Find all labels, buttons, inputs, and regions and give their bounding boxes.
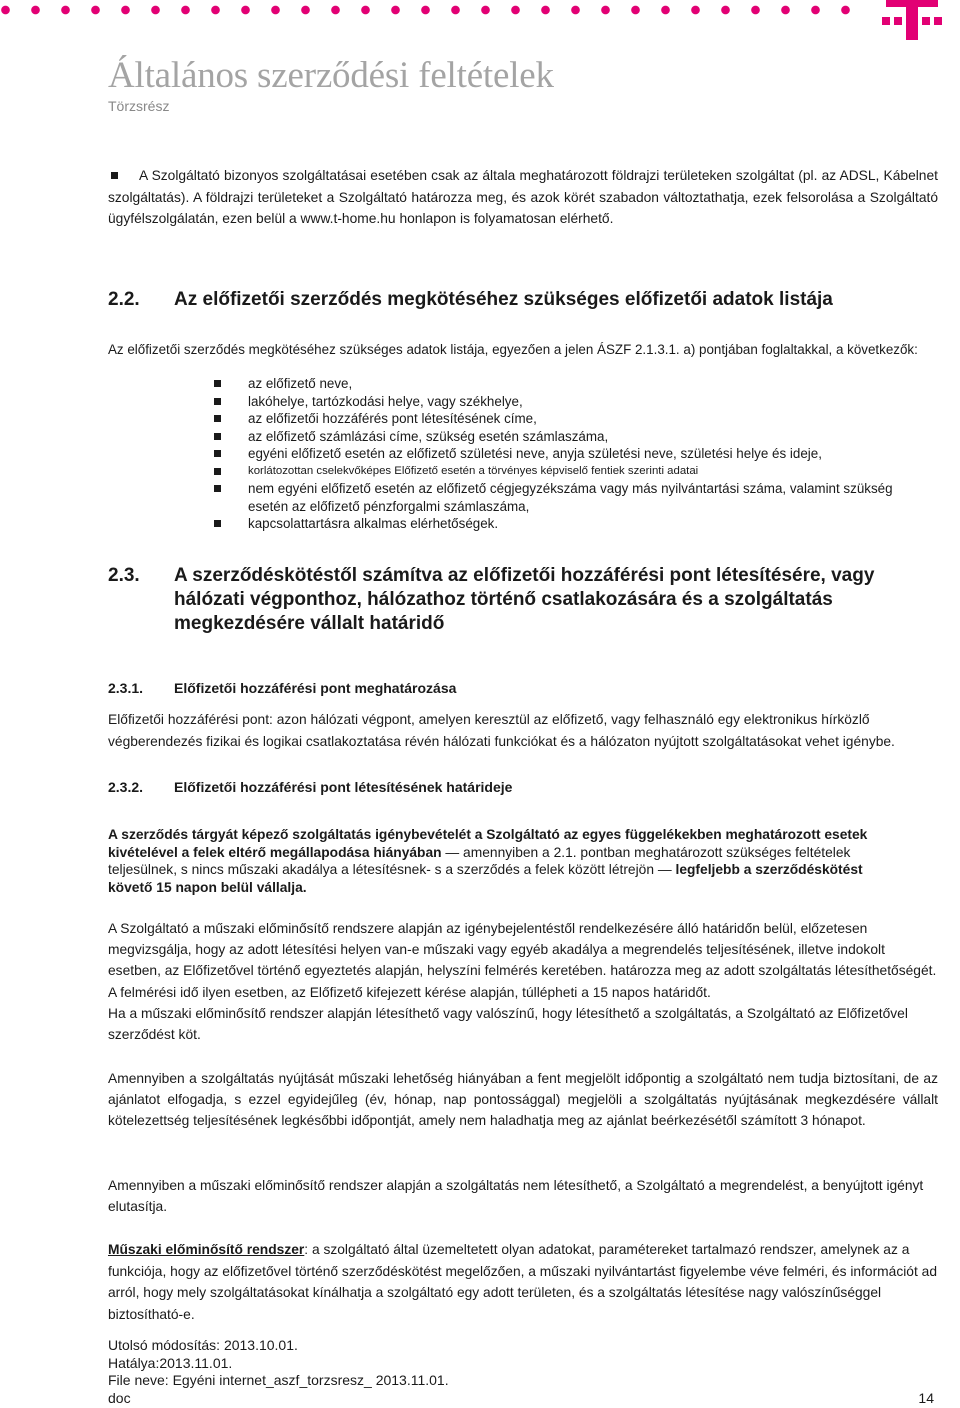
list-item: nem egyéni előfizető esetén az előfizető cégjegyzékszáma vagy más nyilvántartási száma, valamint szükség esetén az előfizető pénzforgalmi számlaszáma, <box>214 480 904 515</box>
square-bullet-icon <box>214 468 221 475</box>
list-item: egyéni előfizető esetén az előfizető születési neve, anyja születési neve, születési helye és ideje, <box>214 445 904 463</box>
section-2-3-2-p5: Amennyiben a műszaki előminősítő rendszer alapján a szolgáltatás nem létesíthető, a Szolgáltató a megrendelést, a benyújtott igényt elutasítja. <box>108 1178 924 1215</box>
footer-modified: Utolsó módosítás: 2013.10.01. <box>108 1337 298 1353</box>
header-dot-band <box>0 0 860 20</box>
footer-filename-ext: doc <box>108 1389 131 1406</box>
square-bullet-icon <box>111 172 118 179</box>
document-subtitle: Törzsrész <box>108 98 170 114</box>
list-item: az előfizetői hozzáférés pont létesítésének címe, <box>214 410 904 428</box>
intro-bullet-text: A Szolgáltató bizonyos szolgáltatásai esetében csak az általa meghatározott földrajzi területeken szolgáltat (pl. az ADSL, Kábelnet szolgáltatás). A földrajzi területeket a Szolgáltató határozza meg, és azok körét szabadon változtathatja, ezek felsorolása a Szolgáltató ügyfélszolgálatán, ezen belül a www.t-home.hu honlapon is folyamatosan elérhető. <box>108 168 938 226</box>
subscriber-data-list <box>214 375 904 533</box>
section-2-3-2-p2: A Szolgáltató a műszaki előminősítő rendszere alapján az igénybejelentéstől rendelkezésére álló határidőn belül, előzetesen megvizsgálja, hogy az adott létesítési helyen van-e műszaki vagy egyéb akadálya a megrendelés teljesítésének, illetve indokolt esetben, az Előfizetővel történő egyeztetés alapján, helyszíni felmérés keretében. határozza meg az adott szolgáltatás létesíthetőségét. A felmérési idő ilyen esetben, az Előfizető kifejezett kérése alapján, túllépheti a 15 napos határidőt. <box>108 921 937 1000</box>
document-title: Általános szerződési feltételek <box>108 55 554 96</box>
section-2-3-2-p3: Ha a műszaki előminősítő rendszer alapján létesíthető vagy valószínű, hogy létesíthető a szolgáltatás, a Szolgáltató az Előfizetővel szerződést köt. <box>108 1006 908 1043</box>
bold-text: legfeljebb a szerződéskötést követő 15 napon belül vállalja. <box>108 862 863 895</box>
square-bullet-icon <box>214 450 221 457</box>
section-2-3-2-p6 <box>108 1239 938 1325</box>
section-2-3-2-p4: Amennyiben a szolgáltatás nyújtását műszaki lehetőség hiányában a fent megjelölt időpontig a szolgáltató nem tudja biztosítani, de az ajánlatot elfogadja, s ezzel egyidejűleg (év, hónap, nap pontossággal) megjelöli a szolgáltatás nyújtásának megkezdésére vállalt kötelezettség teljesítésének legkésőbbi időpontját, amely nem haladhatja meg az ajánlat beérkezésétől számított 3 hónapot. <box>108 1071 938 1129</box>
section-2-3-2-p1 <box>108 826 898 896</box>
page-number: 14 <box>918 1390 934 1406</box>
section-title: Az előfizetői szerződés megkötéséhez szükséges előfizetői adatok listája <box>174 289 833 310</box>
section-number: 2.3.1. <box>108 680 144 696</box>
list-item: lakóhelye, tartózkodási helye, vagy székhelye, <box>214 393 904 411</box>
section-2-2-intro: Az előfizetői szerződés megkötéséhez szükséges adatok listája, egyezően a jelen ÁSZF 2.1.3.1. a) pontjában foglaltakkal, a következők: <box>108 342 918 357</box>
section-number: 2.2. <box>108 289 140 310</box>
section-2-3-1-text: Előfizetői hozzáférési pont: azon hálózati végpont, amelyen keresztül az előfizető, vagy felhasználó egy elektronikus hírközlő végberendezés fizikai és logikai csatlakoztatása révén hálózati funkciókat és a hálózaton nyújtott szolgáltatásokat vehet igénybe. <box>108 712 895 749</box>
square-bullet-icon <box>214 398 221 405</box>
square-bullet-icon <box>214 433 221 440</box>
footer <box>108 1337 449 1407</box>
plain-text: : a szolgáltató által üzemeltetett olyan adatokat, paramétereket tartalmazó rendszer, amelynek az a funkciója, hogy az előfizetővel történő szerződéskötést megelőzően, a műszaki nyilvántartást figyelembe véve felméri, és információt ad arról, hogy mely szolgáltatásokat kínálhatja a szolgáltató egy adott területen, és a szolgáltatás létesítése nagy valószínűséggel biztosítható-e. <box>108 1242 937 1322</box>
bold-text: A szerződés tárgyát képező szolgáltatás igénybevételét a Szolgáltató az egyes függelékekben meghatározott esetek kivételével a felek eltérő megállapodása hiányában <box>108 827 868 860</box>
square-bullet-icon <box>214 520 221 527</box>
square-bullet-icon <box>214 485 221 492</box>
section-number: 2.3. <box>108 565 140 586</box>
section-title: A szerződéskötéstől számítva az előfizetői hozzáférési pont létesítésére, vagy hálózati végponthoz, hálózathoz történő csatlakozására és a szolgáltatás megkezdésére vállalt határidő <box>174 565 875 634</box>
list-item: kapcsolattartásra alkalmas elérhetőségek. <box>214 515 904 533</box>
list-item: korlátozottan cselekvőképes Előfizető esetén a törvényes képviselő fentiek szerinti adatai <box>214 463 904 481</box>
square-bullet-icon <box>214 415 221 422</box>
list-item: az előfizető számlázási címe, szükség esetén számlaszáma, <box>214 428 904 446</box>
section-title: Előfizetői hozzáférési pont létesítésének határideje <box>174 779 513 795</box>
footer-effective: Hatálya:2013.11.01. <box>108 1354 233 1371</box>
section-number: 2.3.2. <box>108 779 144 795</box>
list-item: az előfizető neve, <box>214 375 904 393</box>
section-title: Előfizetői hozzáférési pont meghatározása <box>174 680 457 696</box>
telekom-t-logo-icon <box>882 0 942 40</box>
footer-filename: File neve: Egyéni internet_aszf_torzsresz_ 2013.11.01. <box>108 1372 449 1388</box>
plain-text: — amennyiben a 2.1. pontban meghatározott szükséges feltételek teljesülnek, s nincs műszaki akadálya a létesítésnek- s a szerződés a felek között létrejön — <box>108 844 851 877</box>
intro-bullet <box>108 165 938 230</box>
defined-term: Műszaki előminősítő rendszer <box>108 1242 305 1257</box>
square-bullet-icon <box>214 380 221 387</box>
